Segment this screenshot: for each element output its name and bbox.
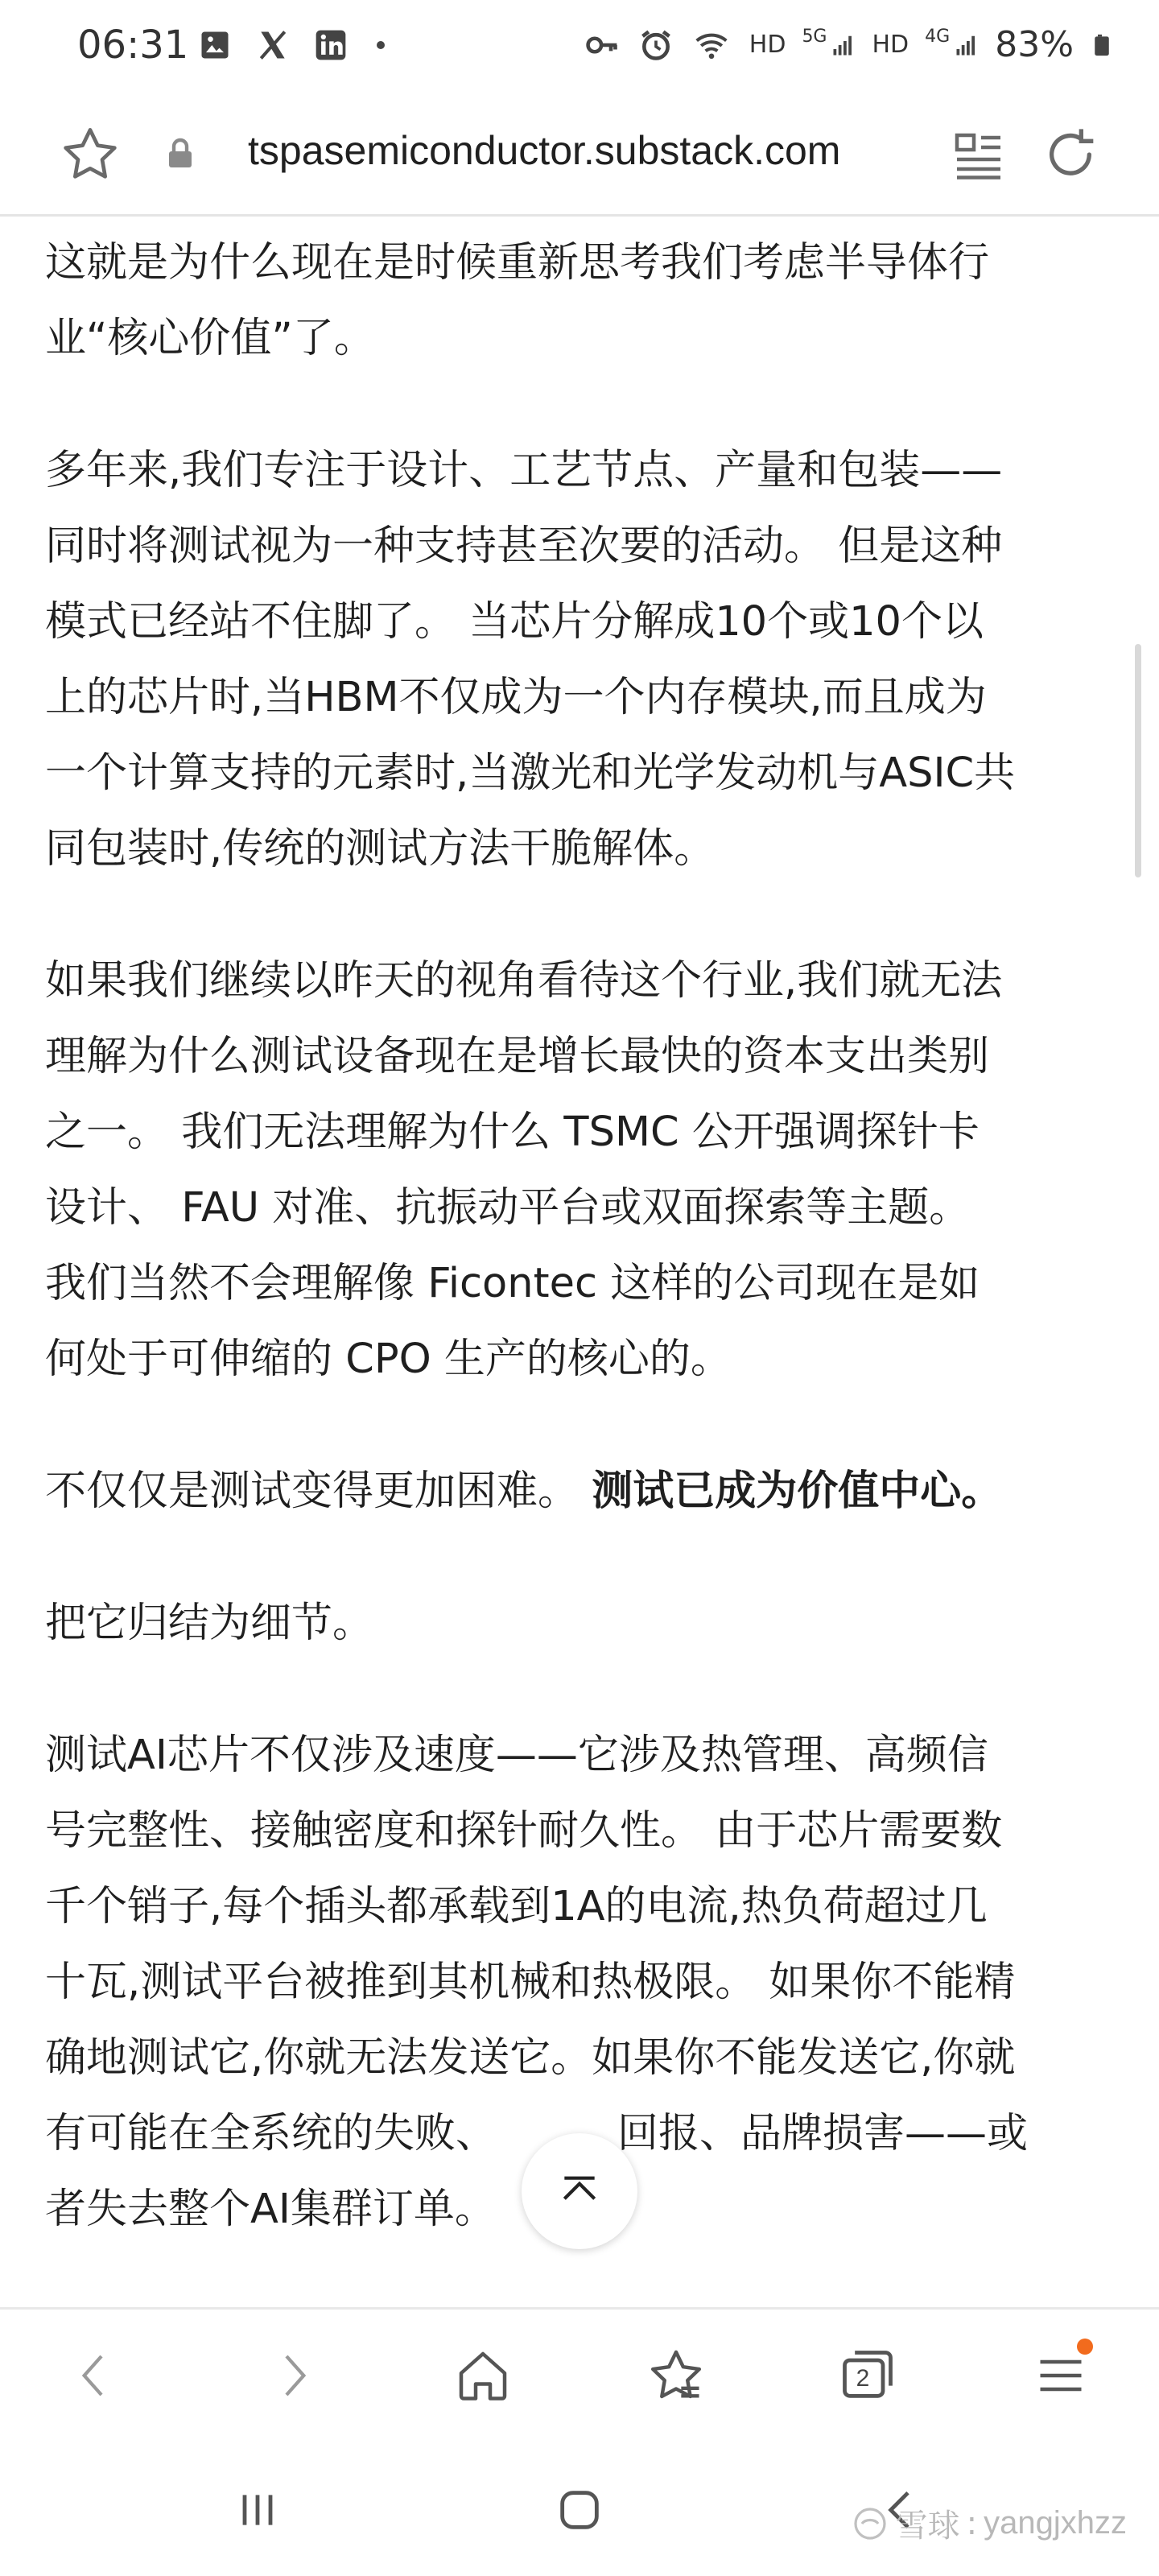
home-nav-button[interactable] — [547, 2478, 612, 2542]
text-normal: 不仅仅是测试变得更加困难。 — [45, 1468, 592, 1515]
recent-apps-button[interactable] — [225, 2478, 290, 2542]
text-line: 之一。 我们无法理解为什么 TSMC 公开强调探针卡 — [45, 1108, 980, 1156]
status-bar — [0, 0, 1159, 97]
lock-icon[interactable] — [161, 134, 200, 172]
text-line: 千个销子,每个插头都承载到1A的电流,热负荷超过几 — [45, 1883, 988, 1930]
hd-label-1: HD — [749, 31, 786, 59]
text-bold-emphasis: 测试已成为价值中心。 — [592, 1468, 1003, 1515]
home-button[interactable] — [449, 2342, 517, 2409]
back-button[interactable] — [61, 2342, 129, 2409]
chevron-right-icon — [267, 2350, 319, 2401]
tab-count: 2 — [856, 2365, 870, 2392]
notification-icons — [197, 27, 390, 63]
bookmarks-star-icon — [645, 2345, 707, 2406]
text-line: 模式已经站不住脚了。 当芯片分解成10个或10个以 — [45, 598, 984, 646]
paragraph-3 — [45, 943, 1116, 1397]
dot-icon — [371, 27, 390, 63]
article-body — [45, 214, 1116, 2307]
hamburger-menu-icon — [1033, 2348, 1088, 2403]
text-line: 上的芯片时,当HBM不仅成为一个内存模块,而且成为 — [45, 674, 987, 721]
notification-dot — [1077, 2339, 1093, 2355]
signal-icon-2 — [955, 27, 979, 63]
network-4g-label: 4G — [925, 27, 951, 47]
linkedin-icon — [313, 27, 349, 63]
recent-apps-icon — [232, 2484, 283, 2536]
network-5g-label: 5G — [802, 27, 827, 47]
text-segment: 有可能在全系统的失败、 — [45, 2110, 497, 2157]
paragraph-1 — [45, 225, 1116, 377]
url-text[interactable]: tspasemiconductor.substack.com — [248, 128, 841, 173]
bookmarks-button[interactable] — [642, 2342, 710, 2409]
chevron-left-icon — [69, 2350, 121, 2401]
text-line: 者失去整个AI集群订单。 — [45, 2186, 496, 2233]
text-line: 我们当然不会理解像 Ficontec 这样的公司现在是如 — [45, 1260, 980, 1307]
signal-icon-1 — [831, 27, 856, 63]
x-icon — [255, 27, 291, 63]
bookmark-star-icon[interactable] — [58, 122, 122, 187]
key-icon — [582, 27, 622, 63]
home-square-icon — [554, 2484, 605, 2536]
chevron-up-icon — [557, 2169, 602, 2214]
scroll-to-top-button[interactable] — [522, 2133, 637, 2249]
battery-percent: 83% — [995, 24, 1074, 65]
hd-label-2: HD — [872, 31, 909, 59]
text-line: 号完整性、接触密度和探针耐久性。 由于芯片需要数 — [45, 1807, 1003, 1855]
text-line: 业“核心价值”了。 — [45, 315, 375, 362]
text-line — [45, 1454, 1116, 1530]
forward-button[interactable] — [259, 2342, 327, 2409]
text-line: 十瓦,测试平台被推到其机械和热极限。 如果你不能精 — [45, 1959, 1016, 2006]
tabs-button[interactable] — [834, 2342, 901, 2409]
text-line: 何处于可伸缩的 CPO 生产的核心的。 — [45, 1335, 732, 1383]
browser-address-bar — [0, 97, 1159, 217]
battery-icon — [1090, 27, 1114, 63]
reload-icon[interactable] — [1038, 122, 1103, 187]
text-line: 多年来,我们专注于设计、工艺节点、产量和包装—— — [45, 447, 1003, 494]
status-time: 06:31 — [77, 23, 189, 68]
paragraph-5 — [45, 1586, 1116, 1662]
home-icon — [454, 2347, 512, 2405]
watermark-brand: 雪球 — [895, 2508, 960, 2545]
snowball-logo-icon — [851, 2504, 889, 2543]
text-line: 把它归结为细节。 — [45, 1600, 374, 1647]
text-line: 确地测试它,你就无法发送它。如果你不能发送它,你就 — [45, 2034, 1016, 2082]
alarm-icon — [638, 27, 674, 63]
watermark — [851, 2500, 1127, 2546]
text-segment: 回报、品牌损害——或 — [617, 2110, 1029, 2157]
scrollbar-thumb[interactable] — [1135, 644, 1141, 877]
paragraph-2 — [45, 433, 1116, 887]
wifi-icon — [690, 27, 733, 63]
watermark-separator: : — [966, 2504, 978, 2542]
gallery-icon — [197, 27, 233, 63]
status-right — [582, 24, 1114, 65]
text-line: 同时将测试视为一种支持甚至次要的活动。 但是这种 — [45, 522, 1003, 570]
paragraph-4 — [45, 1454, 1116, 1530]
text-line: 设计、 FAU 对准、抗振动平台或双面探索等主题。 — [45, 1184, 971, 1232]
reader-mode-icon[interactable] — [950, 126, 1008, 184]
text-line: 一个计算支持的元素时,当激光和光学发动机与ASIC共 — [45, 749, 1016, 797]
text-line: 理解为什么测试设备现在是增长最快的资本支出类别 — [45, 1033, 990, 1080]
text-line: 测试AI芯片不仅涉及速度——它涉及热管理、高频信 — [45, 1732, 988, 1779]
text-line: 这就是为什么现在是时候重新思考我们考虑半导体行 — [45, 239, 990, 287]
watermark-user: yangjxhzz — [984, 2505, 1127, 2541]
system-navigation-bar — [0, 2436, 1159, 2576]
text-line: 同包装时,传统的测试方法干脆解体。 — [45, 825, 716, 873]
browser-bottom-toolbar — [0, 2307, 1159, 2438]
menu-button[interactable] — [1027, 2342, 1095, 2409]
text-line: 如果我们继续以昨天的视角看待这个行业,我们就无法 — [45, 957, 1003, 1005]
